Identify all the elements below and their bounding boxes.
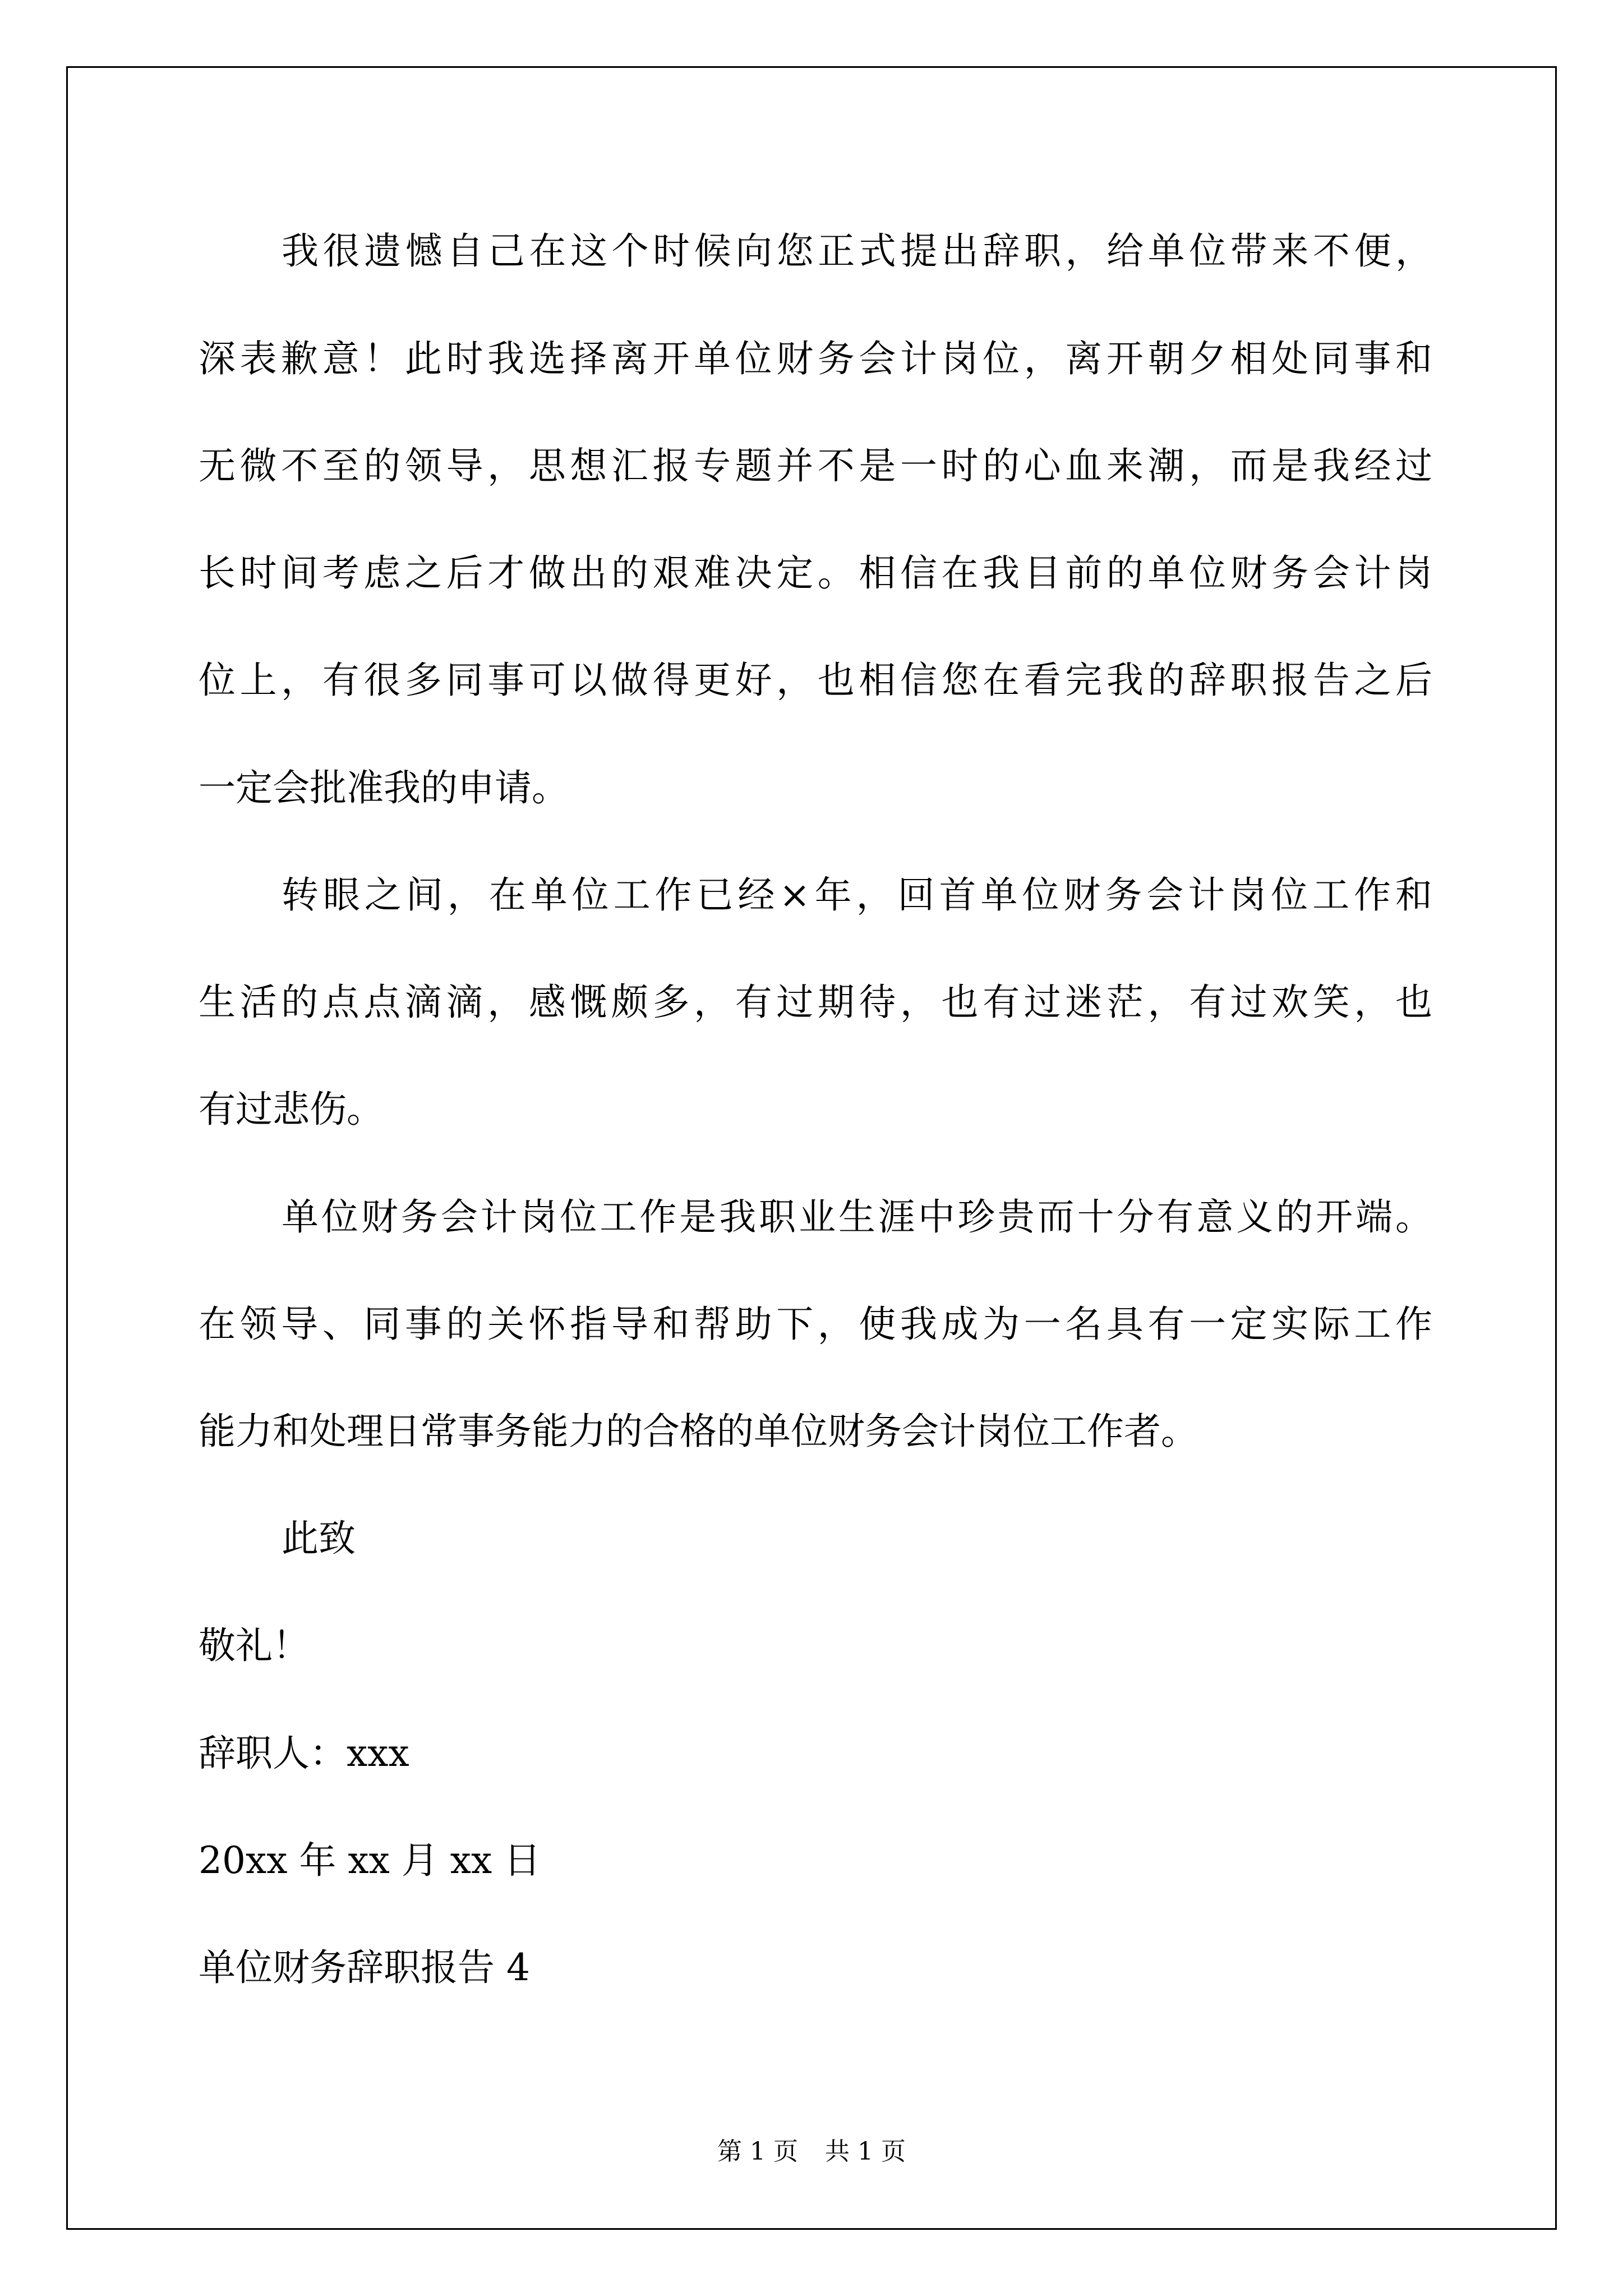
salute-text: 敬礼！ bbox=[199, 1624, 310, 1667]
paragraph-3-line-3: 能力和处理日常事务能力的合格的单位财务会计岗位工作者。 bbox=[199, 1410, 1198, 1453]
date-text: 20xx 年 xx 月 xx 日 bbox=[199, 1839, 541, 1882]
paragraph-1-line-1: 我很遗憾自己在这个时候向您正式提出辞职，给单位带来不便， bbox=[282, 229, 1432, 273]
paragraph-2-line-1: 转眼之间，在单位工作已经×年，回首单位财务会计岗位工作和 bbox=[282, 873, 1432, 917]
page-number-total: 共 1 页 bbox=[825, 2137, 906, 2166]
signature-text: 辞职人：xxx bbox=[199, 1732, 409, 1775]
paragraph-1-line-5: 位上，有很多同事可以做得更好，也相信您在看完我的辞职报告之后 bbox=[199, 659, 1432, 702]
paragraph-2-line-2: 生活的点点滴滴，感慨颇多，有过期待，也有过迷茫，有过欢笑，也 bbox=[199, 981, 1432, 1024]
paragraph-1-line-2: 深表歉意！此时我选择离开单位财务会计岗位，离开朝夕相处同事和 bbox=[199, 337, 1432, 380]
paragraph-1-line-6: 一定会批准我的申请。 bbox=[199, 766, 569, 809]
paragraph-3-line-2: 在领导、同事的关怀指导和帮助下，使我成为一名具有一定实际工作 bbox=[199, 1303, 1432, 1346]
page-footer bbox=[0, 2129, 1623, 2174]
page-number-current: 第 1 页 bbox=[717, 2137, 798, 2166]
paragraph-1-line-4: 长时间考虑之后才做出的艰难决定。相信在我目前的单位财务会计岗 bbox=[199, 551, 1432, 595]
closing-text: 此致 bbox=[282, 1517, 356, 1560]
next-section-heading: 单位财务辞职报告 4 bbox=[199, 1946, 530, 1989]
paragraph-3-line-1: 单位财务会计岗位工作是我职业生涯中珍贵而十分有意义的开端。 bbox=[282, 1195, 1432, 1239]
paragraph-2-line-3: 有过悲伤。 bbox=[199, 1088, 384, 1131]
paragraph-1-line-3: 无微不至的领导，思想汇报专题并不是一时的心血来潮，而是我经过 bbox=[199, 444, 1432, 487]
